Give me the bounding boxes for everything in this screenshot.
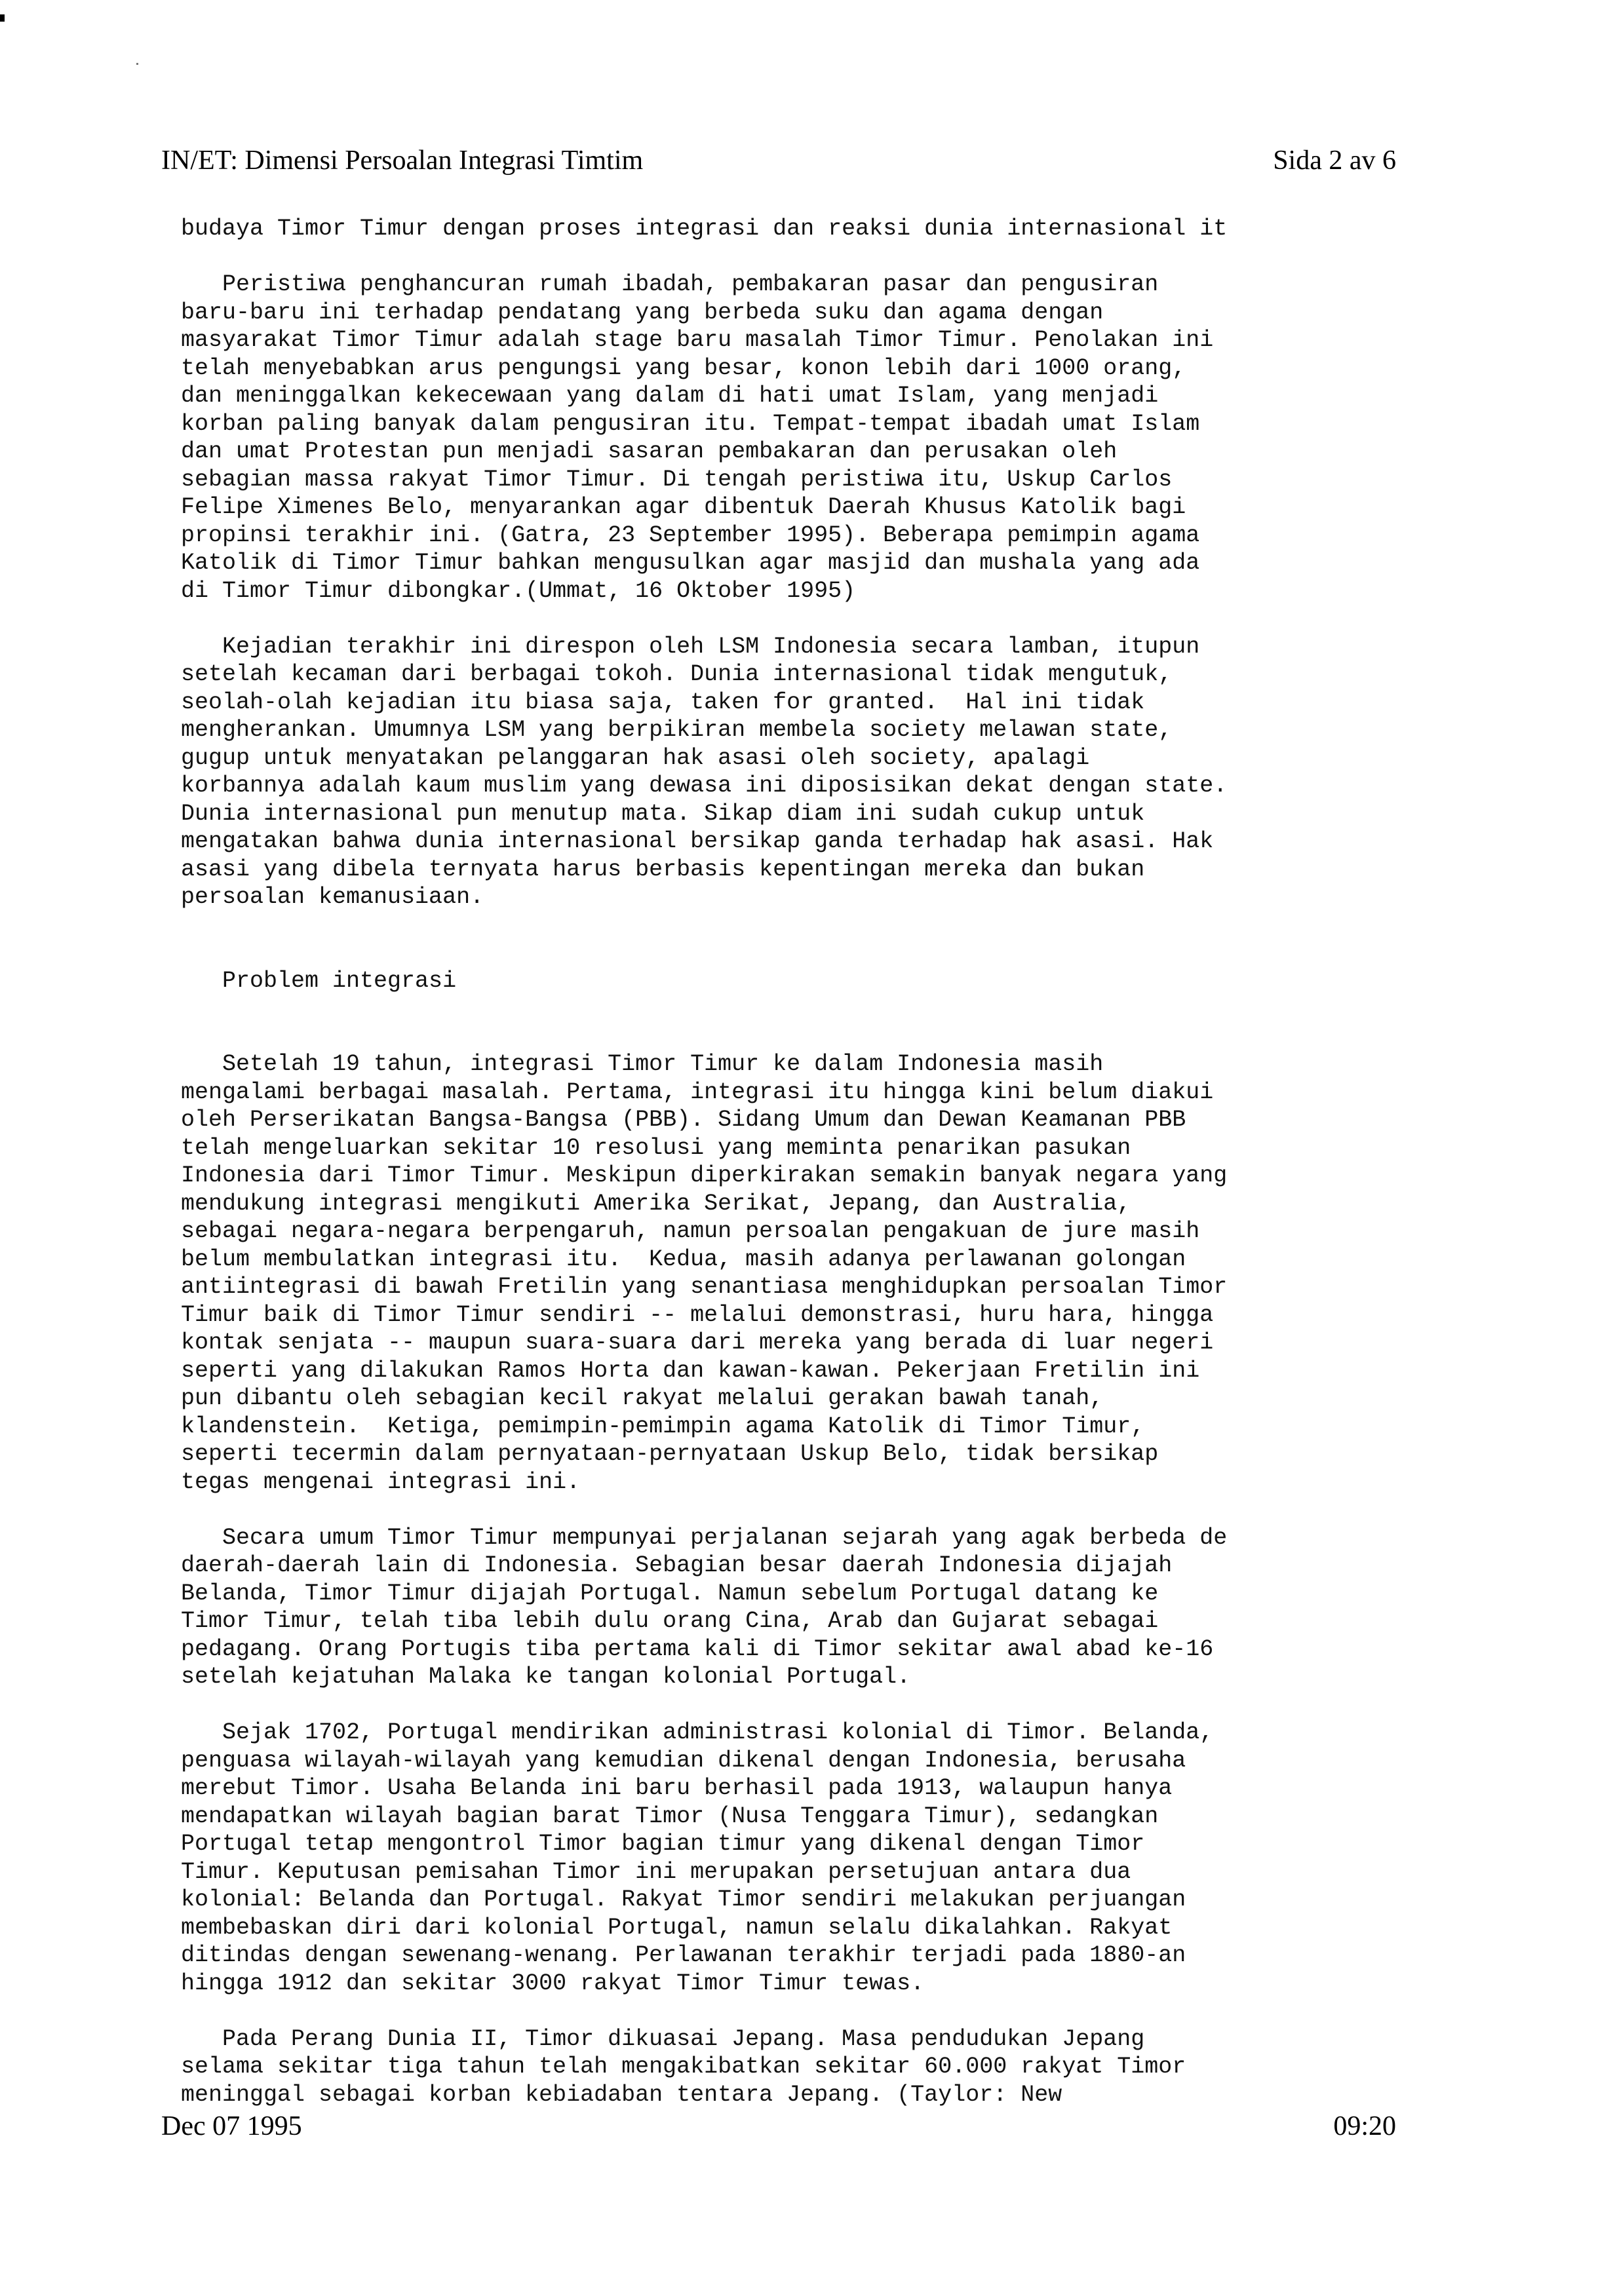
- paragraph: Pada Perang Dunia II, Timor dikuasai Jepang. Masa pendudukan Jepang selama sekitar tiga tahun telah mengakibatkan sekitar 60.000 rakyat Timor meninggal sebagai korban kebiadaban tentara Jepang. (Taylor: New: [181, 2025, 1186, 2108]
- paragraph: Kejadian terakhir ini direspon oleh LSM Indonesia secara lamban, itupun setelah kecaman dari berbagai tokoh. Dunia internasional tidak mengutuk, seolah-olah kejadian itu biasa saja, taken for granted. Hal ini tidak mengherankan. Umumnya LSM yang berpikiran membela society melawan state, gugup untuk menyatakan pelanggaran hak asasi oleh society, apalagi korbannya adalah kaum muslim yang dewasa ini diposisikan dekat dengan state. Dunia internasional pun menutup mata. Sikap diam ini sudah cukup untuk mengatakan bahwa dunia internasional bersikap ganda terhadap hak asasi. Hak asasi yang dibela ternyata harus berbasis kepentingan mereka dan bukan persoalan kemanusiaan.: [181, 633, 1228, 910]
- document-body: [181, 215, 1413, 2137]
- section-heading: Problem integrasi: [181, 967, 457, 994]
- paragraph: Peristiwa penghancuran rumah ibadah, pembakaran pasar dan pengusiran baru-baru ini terhadap pendatang yang berbeda suku dan agama dengan masyarakat Timor Timur adalah stage baru masalah Timor Timur. Penolakan ini telah menyebabkan arus pengungsi yang besar, konon lebih dari 1000 orang, dan meninggalkan kekecewaan yang dalam di hati umat Islam, yang menjadi korban paling banyak dalam pengusiran itu. Tempat-tempat ibadah umat Islam dan umat Protestan pun menjadi sasaran pembakaran dan perusakan oleh sebagian massa rakyat Timor Timur. Di tengah peristiwa itu, Uskup Carlos Felipe Ximenes Belo, menyarankan agar dibentuk Daerah Khusus Katolik bagi propinsi terakhir ini. (Gatra, 23 September 1995). Beberapa pemimpin agama Katolik di Timor Timur bahkan mengusulkan agar masjid dan mushala yang ada di Timor Timur dibongkar.(Ummat, 16 Oktober 1995): [181, 271, 1214, 604]
- footer-date: Dec 07 1995: [161, 2111, 302, 2141]
- scan-speck: [136, 63, 138, 65]
- paragraph: Secara umum Timor Timur mempunyai perjalanan sejarah yang agak berbeda de daerah-daerah lain di Indonesia. Sebagian besar daerah Indonesia dijajah Belanda, Timor Timur dijajah Portugal. Namun sebelum Portugal datang ke Timor Timur, telah tiba lebih dulu orang Cina, Arab dan Gujarat sebagai pedagang. Orang Portugis tiba pertama kali di Timor sekitar awal abad ke-16 setelah kejatuhan Malaka ke tangan kolonial Portugal.: [181, 1524, 1228, 1690]
- page-number: Sida 2 av 6: [1273, 145, 1396, 176]
- paragraph: Sejak 1702, Portugal mendirikan administrasi kolonial di Timor. Belanda, penguasa wilayah-wilayah yang kemudian dikenal dengan Indonesia, berusaha merebut Timor. Usaha Belanda ini baru berhasil pada 1913, walaupun hanya mendapatkan wilayah bagian barat Timor (Nusa Tenggara Timur), sedangkan Portugal tetap mengontrol Timor bagian timur yang dikenal dengan Timor Timur. Keputusan pemisahan Timor ini merupakan persetujuan antara dua kolonial: Belanda dan Portugal. Rakyat Timor sendiri melakukan perjuangan membebaskan diri dari kolonial Portugal, namun selalu dikalahkan. Rakyat ditindas dengan sewenang-wenang. Perlawanan terakhir terjadi pada 1880-an hingga 1912 dan sekitar 3000 rakyat Timor Timur tewas.: [181, 1719, 1214, 1997]
- paragraph: Setelah 19 tahun, integrasi Timor Timur ke dalam Indonesia masih mengalami berbagai masalah. Pertama, integrasi itu hingga kini belum diakui oleh Perserikatan Bangsa-Bangsa (PBB). Sidang Umum dan Dewan Keamanan PBB telah mengeluarkan sekitar 10 resolusi yang meminta penarikan pasukan Indonesia dari Timor Timur. Meskipun diperkirakan semakin banyak negara yang mendukung integrasi mengikuti Amerika Serikat, Jepang, dan Australia, sebagai negara-negara berpengaruh, namun persoalan pengakuan de jure masih belum membulatkan integrasi itu. Kedua, masih adanya perlawanan golongan antiintegrasi di bawah Fretilin yang senantiasa menghidupkan persoalan Timor Timur baik di Timor Timur sendiri -- melalui demonstrasi, huru hara, hingga kontak senjata -- maupun suara-suara dari mereka yang berada di luar negeri seperti yang dilakukan Ramos Horta dan kawan-kawan. Pekerjaan Fretilin ini pun dibantu oleh sebagian kecil rakyat melalui gerakan bawah tanah, klandenstein. Ketiga, pemimpin-pemimpin agama Katolik di Timor Timur, seperti tecermin dalam pernyataan-pernyataan Uskup Belo, tidak bersikap tegas mengenai integrasi ini.: [181, 1051, 1228, 1495]
- scan-edge-mark: [0, 14, 5, 22]
- footer-time: 09:20: [1333, 2111, 1396, 2141]
- paragraph: budaya Timor Timur dengan proses integrasi dan reaksi dunia internasional it: [181, 216, 1228, 242]
- document-title: IN/ET: Dimensi Persoalan Integrasi Timtim: [161, 145, 644, 176]
